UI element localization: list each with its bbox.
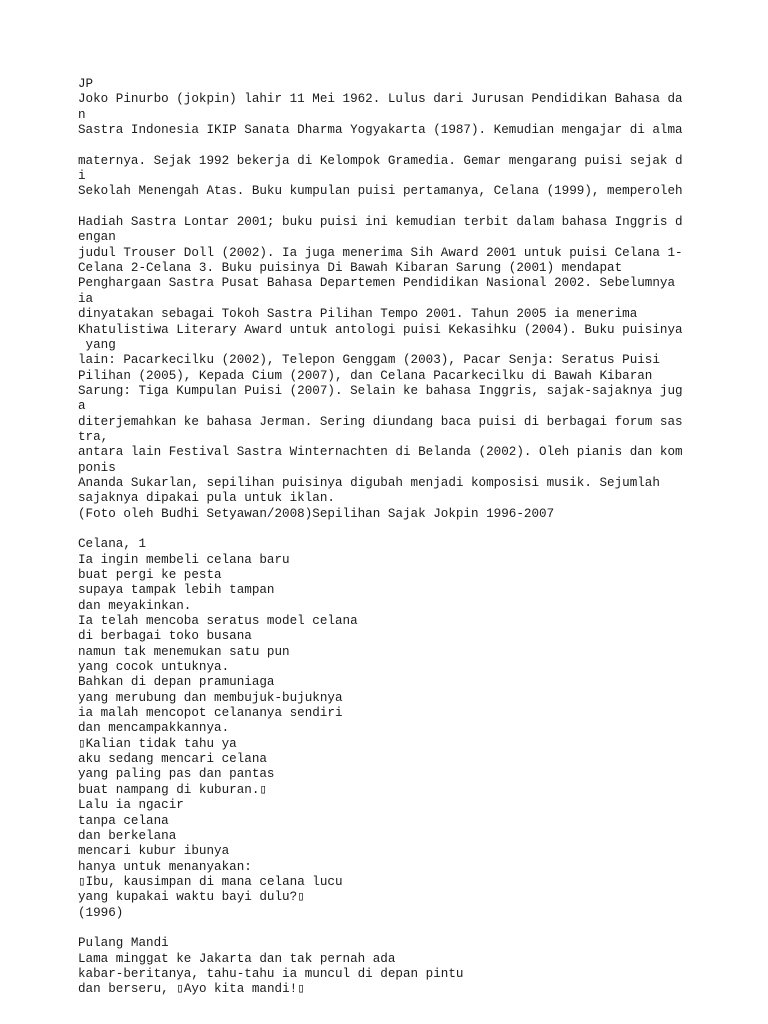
poem1-line: Bahkan di depan pramuniaga: [78, 675, 275, 690]
bio-line: sajaknya dipakai pula untuk iklan.: [78, 491, 335, 506]
poem1-line: hanya untuk menanyakan:: [78, 859, 252, 874]
poem1-line: mencari kubur ibunya: [78, 844, 230, 859]
poem-pulang-mandi: [78, 936, 758, 997]
bio-line: judul Trouser Doll (2002). Ia juga menerima Sih Award 2001 untuk puisi Celana 1-: [78, 245, 683, 260]
bio-line: Sarung: Tiga Kumpulan Puisi (2007). Selain ke bahasa Inggris, sajak-sajaknya jug: [78, 383, 683, 398]
poem1-line: buat nampang di kuburan.▯: [78, 782, 267, 797]
bio-line: engan: [78, 230, 116, 245]
bio-line: [78, 200, 758, 215]
poem1-line: yang merubung dan membujuk-bujuknya: [78, 690, 343, 705]
bio-line: Joko Pinurbo (jokpin) lahir 11 Mei 1962. Lulus dari Jurusan Pendidikan Bahasa da: [78, 92, 683, 107]
poem2-line: kabar-beritanya, tahu-tahu ia muncul di depan pintu: [78, 966, 464, 981]
poem1-line: yang kupakai waktu bayi dulu?▯: [78, 890, 305, 905]
poem1-line: yang cocok untuknya.: [78, 660, 230, 675]
bio-line: [78, 138, 758, 153]
poem1-line: Ia telah mencoba seratus model celana: [78, 614, 358, 629]
bio-line: lain: Pacarkecilku (2002), Telepon Genggam (2003), Pacar Senja: Seratus Puisi: [78, 353, 660, 368]
poem1-line: dan meyakinkan.: [78, 598, 192, 613]
bio-line: tra,: [78, 429, 109, 444]
blank-line: [78, 522, 758, 537]
bio-line: Khatulistiwa Literary Award untuk antologi puisi Kekasihku (2004). Buku puisinya: [78, 322, 683, 337]
bio-line: i: [78, 169, 86, 184]
bio-line: a: [78, 399, 86, 414]
poem1-line: tanpa celana: [78, 813, 169, 828]
poem1-line: ▯Kalian tidak tahu ya: [78, 736, 237, 751]
poem1-line: dan berkelana: [78, 828, 177, 843]
blank-line: [78, 921, 758, 936]
poem1-line: supaya tampak lebih tampan: [78, 583, 275, 598]
bio-line: JP: [78, 77, 94, 91]
bio-line: antara lain Festival Sastra Winternachten di Belanda (2002). Oleh pianis dan kom: [78, 445, 683, 460]
document-page: [78, 77, 758, 998]
poem1-line: ▯Ibu, kausimpan di mana celana lucu: [78, 874, 343, 889]
bio-line: ia: [78, 291, 94, 306]
bio-line: Celana 2-Celana 3. Buku puisinya Di Bawah Kibaran Sarung (2001) mendapat: [78, 261, 623, 276]
bio-line: Penghargaan Sastra Pusat Bahasa Departemen Pendidikan Nasional 2002. Sebelumnya: [78, 276, 676, 291]
poem1-line: ia malah mencopot celananya sendiri: [78, 706, 343, 721]
bio-line: dinyatakan sebagai Tokoh Sastra Pilihan Tempo 2001. Tahun 2005 ia menerima: [78, 307, 638, 322]
bio-line: maternya. Sejak 1992 bekerja di Kelompok Gramedia. Gemar mengarang puisi sejak d: [78, 153, 683, 168]
poem2-line: Lama minggat ke Jakarta dan tak pernah ada: [78, 951, 396, 966]
poem1-line: Lalu ia ngacir: [78, 798, 184, 813]
bio-line: Sekolah Menengah Atas. Buku kumpulan puisi pertamanya, Celana (1999), memperoleh: [78, 184, 683, 199]
bio-line: n: [78, 107, 86, 122]
bio-line: Ananda Sukarlan, sepilihan puisinya digubah menjadi komposisi musik. Sejumlah: [78, 475, 660, 490]
poem1-line: (1996): [78, 905, 124, 920]
poem-celana-1: [78, 537, 758, 921]
bio-line: ponis: [78, 460, 116, 475]
poem1-line: Ia ingin membeli celana baru: [78, 552, 290, 567]
bio-line: Sastra Indonesia IKIP Sanata Dharma Yogyakarta (1987). Kemudian mengajar di alma: [78, 123, 683, 138]
poem1-line: yang paling pas dan pantas: [78, 767, 275, 782]
bio-line: Hadiah Sastra Lontar 2001; buku puisi ini kemudian terbit dalam bahasa Inggris d: [78, 215, 683, 230]
bio-line: diterjemahkan ke bahasa Jerman. Sering diundang baca puisi di berbagai forum sas: [78, 414, 683, 429]
poem1-line: aku sedang mencari celana: [78, 752, 267, 767]
poem1-line: namun tak menemukan satu pun: [78, 644, 290, 659]
poem1-line: dan mencampakkannya.: [78, 721, 230, 736]
poem2-line: Pulang Mandi: [78, 936, 169, 951]
poem1-line: di berbagai toko busana: [78, 629, 252, 644]
bio-line: (Foto oleh Budhi Setyawan/2008)Sepilihan Sajak Jokpin 1996-2007: [78, 506, 555, 521]
poem2-line: dan berseru, ▯Ayo kita mandi!▯: [78, 982, 305, 997]
bio-line: Pilihan (2005), Kepada Cium (2007), dan Celana Pacarkecilku di Bawah Kibaran: [78, 368, 653, 383]
bio-line: yang: [78, 337, 116, 352]
poem1-line: Celana, 1: [78, 537, 147, 552]
author-bio: [78, 77, 758, 522]
poem1-line: buat pergi ke pesta: [78, 568, 222, 582]
